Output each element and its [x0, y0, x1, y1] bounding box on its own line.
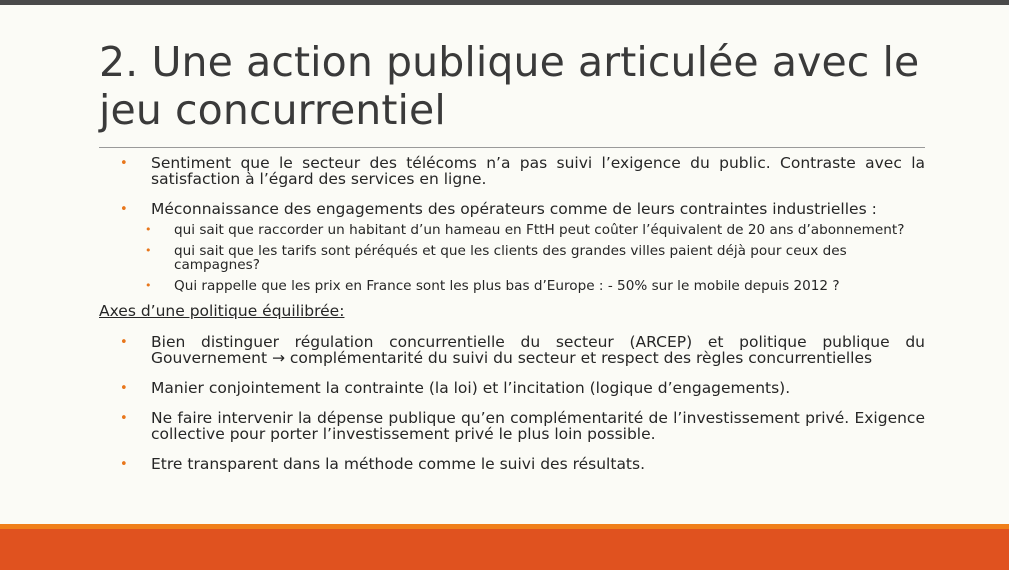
- title-divider: [99, 147, 925, 148]
- section-heading: Axes d’une politique équilibrée:: [99, 302, 345, 320]
- bullet-text: Ne faire intervenir la dépense publique qu’en complémentarité de l’investissement privé. Exigence collective pour porter l’investissement privé le plus loin possible.: [151, 409, 925, 443]
- bullet-item: [99, 155, 925, 187]
- bullet-icon: •: [120, 335, 128, 350]
- bullet-text: Sentiment que le secteur des télécoms n’a pas suivi l’exigence du public. Contraste avec la satisfaction à l’égard des services en ligne.: [151, 154, 925, 188]
- bullet-item: [99, 410, 925, 442]
- bullet-text: Bien distinguer régulation concurrentielle du secteur (ARCEP) et politique publique du Gouvernement → complémentarité du suivi du secteur et respect des règles concurrentielles: [151, 333, 925, 367]
- sub-bullet-text: Qui rappelle que les prix en France sont les plus bas d’Europe : - 50% sur le mobile depuis 2012 ?: [174, 278, 840, 294]
- sub-bullet-text: qui sait que raccorder un habitant d’un hameau en FttH peut coûter l’équivalent de 20 ans d’abonnement?: [174, 222, 905, 238]
- slide-content: [99, 155, 925, 472]
- sub-bullet-text: qui sait que les tarifs sont péréqués et que les clients des grandes villes paient déjà pour ceux des campagnes?: [174, 243, 847, 273]
- footer-band: [0, 529, 1009, 570]
- sub-bullet-item: [99, 279, 925, 293]
- sub-bullet-item: [99, 244, 925, 272]
- bullet-icon: •: [120, 156, 128, 171]
- bullet-item: [99, 334, 925, 366]
- bullet-icon: •: [120, 411, 128, 426]
- sub-bullet-item: [99, 223, 925, 237]
- bullet-icon: •: [120, 381, 128, 396]
- bullet-item: [99, 201, 925, 217]
- bullet-text: Manier conjointement la contrainte (la loi) et l’incitation (logique d’engagements).: [151, 379, 791, 397]
- bullet-icon: •: [120, 457, 128, 472]
- bullet-text: Etre transparent dans la méthode comme le suivi des résultats.: [151, 455, 646, 473]
- bullet-icon: •: [145, 223, 152, 236]
- slide-title: 2. Une action publique articulée avec le jeu concurrentiel: [99, 38, 920, 134]
- bullet-icon: •: [145, 244, 152, 257]
- slide-top-border: [0, 0, 1009, 5]
- bullet-icon: •: [120, 202, 128, 217]
- bullet-icon: •: [145, 279, 152, 292]
- bullet-text: Méconnaissance des engagements des opérateurs comme de leurs contraintes industrielles :: [151, 200, 877, 218]
- bullet-item: [99, 456, 925, 472]
- bullet-item: [99, 380, 925, 396]
